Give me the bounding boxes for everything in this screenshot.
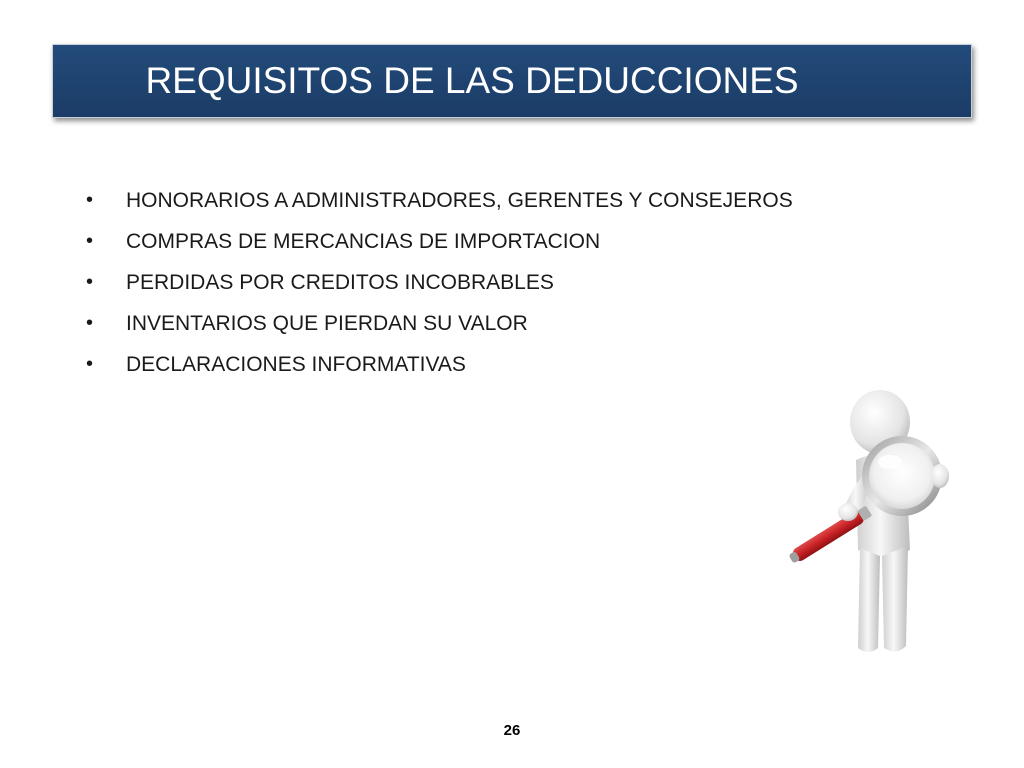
bullet-item (86, 180, 793, 221)
magnifying-glass-figure-icon (780, 380, 960, 670)
bullet-item (86, 221, 793, 262)
bullet-icon: • (86, 230, 94, 252)
page-number: 26 (503, 722, 521, 739)
bullet-item (86, 344, 793, 385)
bullet-icon: • (86, 353, 94, 375)
bullet-item (86, 262, 793, 303)
bullet-text: DECLARACIONES INFORMATIVAS (126, 352, 466, 376)
slide-title: REQUISITOS DE LAS DEDUCCIONES (145, 60, 799, 101)
bullet-text: HONORARIOS A ADMINISTRADORES, GERENTES Y CONSEJEROS (126, 188, 793, 212)
bullet-icon: • (86, 312, 94, 334)
bullet-icon: • (86, 189, 94, 211)
title-bar (52, 44, 972, 118)
bullet-text: INVENTARIOS QUE PIERDAN SU VALOR (126, 311, 528, 335)
bullet-text: PERDIDAS POR CREDITOS INCOBRABLES (126, 270, 554, 294)
bullet-icon: • (86, 271, 94, 293)
bullet-text: COMPRAS DE MERCANCIAS DE IMPORTACION (126, 229, 601, 253)
bullet-item (86, 303, 793, 344)
bullet-list (86, 180, 793, 385)
